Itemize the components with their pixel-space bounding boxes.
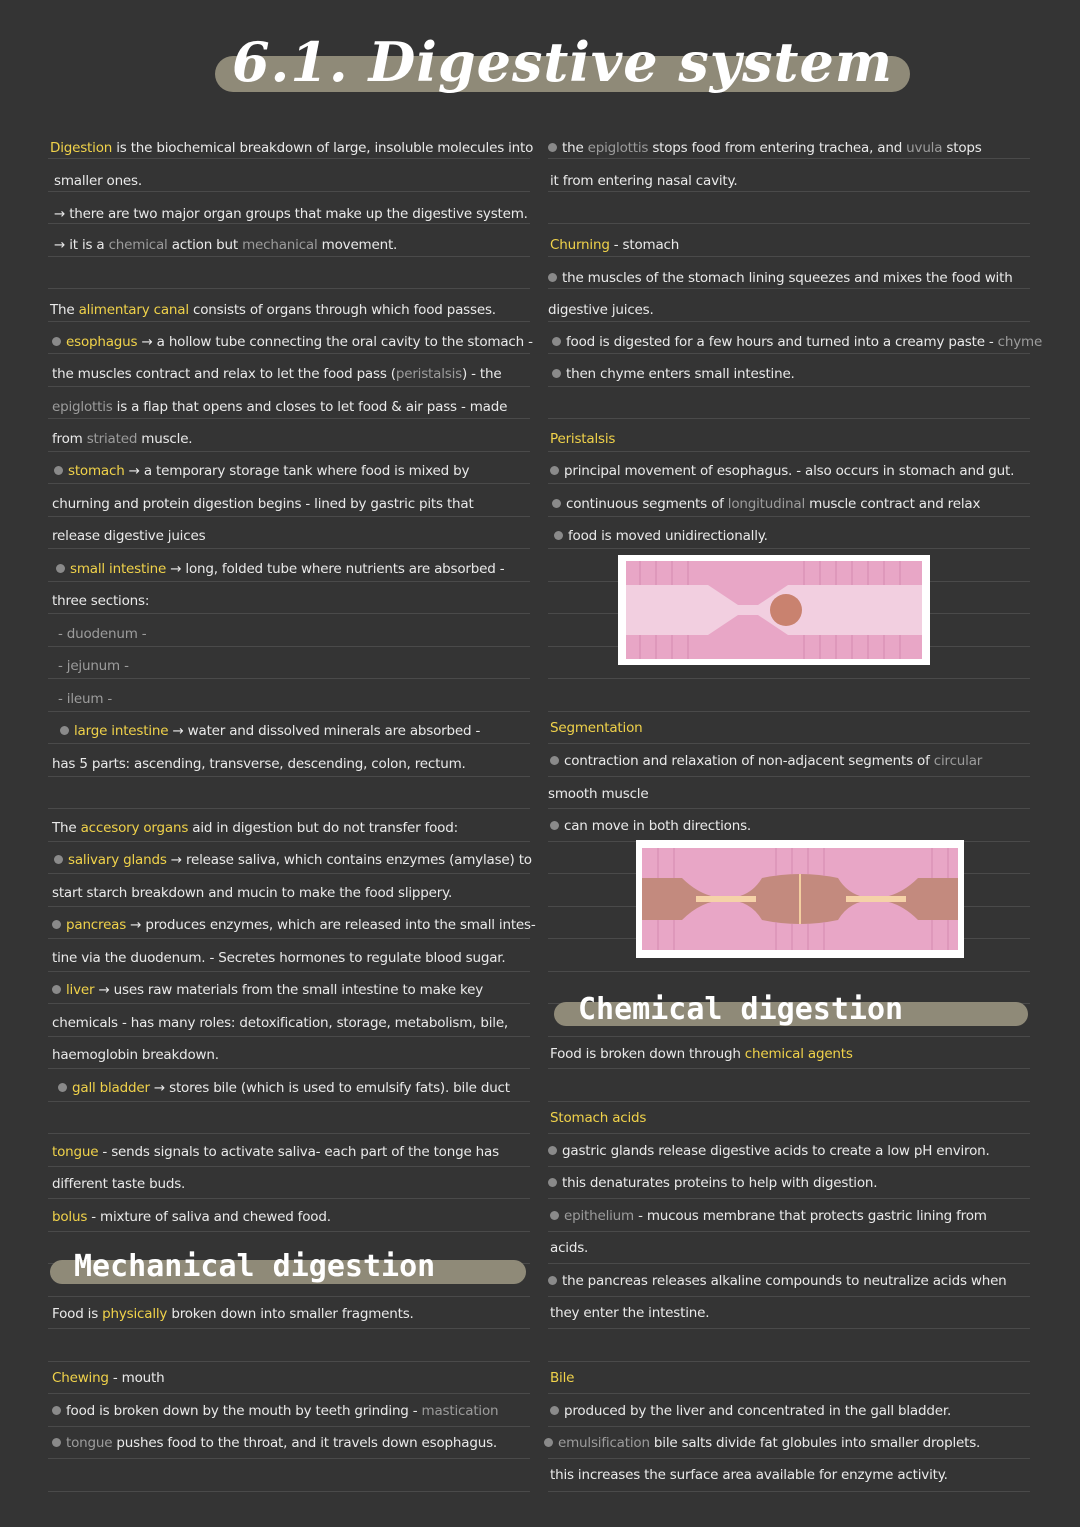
ruled-line xyxy=(48,906,530,907)
page-title: 6.1. Digestive system xyxy=(231,30,893,94)
ruled-line xyxy=(548,1296,1030,1297)
ruled-line xyxy=(548,1426,1030,1427)
text-line: epiglottis is a flap that opens and closes to let food & air pass - made xyxy=(52,399,508,415)
text-line: the muscles contract and relax to let the food pass (peristalsis) - the xyxy=(52,366,502,382)
ruled-line xyxy=(548,776,1030,777)
ruled-line xyxy=(48,1166,530,1167)
ruled-line xyxy=(48,548,530,549)
text-line: tongue - sends signals to activate saliva- each part of the tonge has xyxy=(52,1144,499,1160)
bullet-line: this denaturates proteins to help with digestion. xyxy=(562,1175,878,1191)
chemical-digestion-heading: Chemical digestion xyxy=(578,992,904,1027)
text-line: Chewing - mouth xyxy=(52,1370,165,1386)
peristalsis-diagram xyxy=(618,555,930,665)
text-line: different taste buds. xyxy=(52,1176,186,1192)
text-line: The alimentary canal consists of organs through which food passes. xyxy=(50,302,496,318)
ruled-line xyxy=(548,808,1030,809)
ruled-line xyxy=(48,1101,530,1102)
ruled-line xyxy=(48,191,530,192)
bullet-line: contraction and relaxation of non-adjacent segments of circular xyxy=(564,753,983,769)
bullet-line: the epiglottis stops food from entering trachea, and uvula stops xyxy=(562,140,982,156)
bullet-line: continuous segments of longitudinal muscle contract and relax xyxy=(566,496,981,512)
ruled-line xyxy=(48,386,530,387)
text-line: Food is physically broken down into smaller fragments. xyxy=(52,1306,414,1322)
ruled-line xyxy=(48,1361,530,1362)
bullet-line: then chyme enters small intestine. xyxy=(566,366,795,382)
bullet-line: emulsification bile salts divide fat globules into smaller droplets. xyxy=(558,1435,981,1451)
ruled-line xyxy=(48,1491,530,1492)
text-line: it from entering nasal cavity. xyxy=(550,173,738,189)
bullet-line: food is moved unidirectionally. xyxy=(568,528,768,544)
text-line: Churning - stomach xyxy=(550,237,680,253)
text-line: Digestion is the biochemical breakdown of large, insoluble molecules into xyxy=(50,140,534,156)
bullet-pancreas: pancreas → produces enzymes, which are released into the small intes- xyxy=(66,917,536,933)
text-line: chemicals - has many roles: detoxification, storage, metabolism, bile, xyxy=(52,1015,509,1031)
ruled-line xyxy=(548,321,1030,322)
ruled-line xyxy=(548,223,1030,224)
bullet-salivary-glands: salivary glands → release saliva, which contains enzymes (amylase) to xyxy=(68,852,532,868)
lumen-narrow xyxy=(696,896,756,902)
ruled-line xyxy=(48,516,530,517)
ruled-line xyxy=(548,678,1030,679)
text-line: start starch breakdown and mucin to make the food slippery. xyxy=(52,885,453,901)
bile-heading: Bile xyxy=(550,1370,575,1386)
ruled-line xyxy=(548,191,1030,192)
peristalsis-heading: Peristalsis xyxy=(550,431,616,447)
ruled-line xyxy=(48,256,530,257)
ruled-line xyxy=(548,1198,1030,1199)
ruled-line xyxy=(48,743,530,744)
text-line: - jejunum - xyxy=(58,658,129,674)
bullet-liver: liver → uses raw materials from the small intestine to make key xyxy=(66,982,484,998)
lumen-narrow xyxy=(846,896,906,902)
ruled-line xyxy=(48,1068,530,1069)
bullet-line: principal movement of esophagus. - also occurs in stomach and gut. xyxy=(564,463,1015,479)
bullet-line: produced by the liver and concentrated in the gall bladder. xyxy=(564,1403,952,1419)
ruled-line xyxy=(48,1231,530,1232)
ruled-line xyxy=(548,1458,1030,1459)
text-line: tine via the duodenum. - Secretes hormones to regulate blood sugar. xyxy=(52,950,506,966)
ruled-line xyxy=(548,288,1030,289)
ruled-line xyxy=(548,1328,1030,1329)
ruled-line xyxy=(548,1393,1030,1394)
ruled-line xyxy=(48,808,530,809)
ruled-line xyxy=(48,353,530,354)
text-line: → there are two major organ groups that make up the digestive system. xyxy=(54,206,528,222)
ruled-line xyxy=(48,1458,530,1459)
text-line: they enter the intestine. xyxy=(550,1305,710,1321)
ruled-line xyxy=(48,1036,530,1037)
ruled-line xyxy=(48,1003,530,1004)
ruled-line xyxy=(48,1296,530,1297)
ruled-line xyxy=(48,288,530,289)
text-line: Food is broken down through chemical agents xyxy=(550,1046,853,1062)
ruled-line xyxy=(548,711,1030,712)
ruled-line xyxy=(48,873,530,874)
ruled-line xyxy=(548,971,1030,972)
bullet-gall-bladder: gall bladder → stores bile (which is used to emulsify fats). bile duct xyxy=(72,1080,510,1096)
bullet-line: epithelium - mucous membrane that protects gastric lining from xyxy=(564,1208,987,1224)
ruled-line xyxy=(48,1393,530,1394)
ruled-line xyxy=(548,1036,1030,1037)
ruled-line xyxy=(548,158,1030,159)
ruled-line xyxy=(48,646,530,647)
text-line: acids. xyxy=(550,1240,589,1256)
ruled-line xyxy=(48,418,530,419)
ruled-line xyxy=(48,158,530,159)
text-line: smaller ones. xyxy=(54,173,142,189)
ruled-line xyxy=(48,776,530,777)
text-line: from striated muscle. xyxy=(52,431,193,447)
bullet-large-intestine: large intestine → water and dissolved minerals are absorbed - xyxy=(74,723,481,739)
ruled-line xyxy=(48,711,530,712)
text-line: smooth muscle xyxy=(548,786,649,802)
ruled-line xyxy=(548,451,1030,452)
ruled-line xyxy=(548,353,1030,354)
bullet-small-intestine: small intestine → long, folded tube where nutrients are absorbed - xyxy=(70,561,505,577)
ruled-line xyxy=(48,1426,530,1427)
stomach-acids-heading: Stomach acids xyxy=(550,1110,647,1126)
text-line: bolus - mixture of saliva and chewed food. xyxy=(52,1209,331,1225)
bullet-line: can move in both directions. xyxy=(564,818,751,834)
text-line: release digestive juices xyxy=(52,528,206,544)
ruled-line xyxy=(48,613,530,614)
mechanical-digestion-heading: Mechanical digestion xyxy=(74,1249,436,1284)
ruled-line xyxy=(548,1166,1030,1167)
ruled-line xyxy=(548,483,1030,484)
text-line: - ileum - xyxy=(58,691,113,707)
ruled-line xyxy=(548,386,1030,387)
bullet-esophagus: esophagus → a hollow tube connecting the oral cavity to the stomach - xyxy=(66,334,533,350)
text-line: this increases the surface area available for enzyme activity. xyxy=(550,1467,948,1483)
bolus-circle xyxy=(770,594,802,626)
ruled-line xyxy=(548,418,1030,419)
segmentation-heading: Segmentation xyxy=(550,720,643,736)
ruled-line xyxy=(48,1198,530,1199)
ruled-line xyxy=(548,1263,1030,1264)
text-line: - duodenum - xyxy=(58,626,147,642)
bullet-stomach: stomach → a temporary storage tank where food is mixed by xyxy=(68,463,470,479)
bullet-line: gastric glands release digestive acids to create a low pH environ. xyxy=(562,1143,990,1159)
bullet-line: food is digested for a few hours and turned into a creamy paste - chyme xyxy=(566,334,1043,350)
bullet-line: the muscles of the stomach lining squeezes and mixes the food with xyxy=(562,270,1013,286)
ruled-line xyxy=(48,938,530,939)
text-line: digestive juices. xyxy=(548,302,654,318)
bullet-line: tongue pushes food to the throat, and it travels down esophagus. xyxy=(66,1435,497,1451)
ruled-line xyxy=(48,971,530,972)
text-line: The accesory organs aid in digestion but do not transfer food: xyxy=(52,820,458,836)
text-line: haemoglobin breakdown. xyxy=(52,1047,219,1063)
ruled-line xyxy=(48,581,530,582)
ruled-line xyxy=(548,548,1030,549)
ruled-line xyxy=(548,1133,1030,1134)
ruled-line xyxy=(548,1231,1030,1232)
ruled-line xyxy=(548,1068,1030,1069)
bullet-line: the pancreas releases alkaline compounds to neutralize acids when xyxy=(562,1273,1007,1289)
text-line: three sections: xyxy=(52,593,150,609)
peristalsis-svg xyxy=(618,555,930,665)
text-line: → it is a chemical action but mechanical movement. xyxy=(54,237,398,253)
ruled-line xyxy=(48,451,530,452)
ruled-line xyxy=(48,841,530,842)
ruled-line xyxy=(48,1133,530,1134)
ruled-line xyxy=(548,516,1030,517)
ruled-line xyxy=(548,256,1030,257)
text-line: has 5 parts: ascending, transverse, descending, colon, rectum. xyxy=(52,756,466,772)
ruled-line xyxy=(48,321,530,322)
segmentation-svg xyxy=(636,840,964,958)
ruled-line xyxy=(548,1491,1030,1492)
segmentation-diagram xyxy=(636,840,964,958)
ruled-line xyxy=(548,1101,1030,1102)
ruled-line xyxy=(48,678,530,679)
ruled-line xyxy=(48,483,530,484)
ruled-line xyxy=(548,743,1030,744)
ruled-line xyxy=(48,1328,530,1329)
bullet-line: food is broken down by the mouth by teeth grinding - mastication xyxy=(66,1403,499,1419)
ruled-line xyxy=(548,1361,1030,1362)
text-line: churning and protein digestion begins - lined by gastric pits that xyxy=(52,496,474,512)
